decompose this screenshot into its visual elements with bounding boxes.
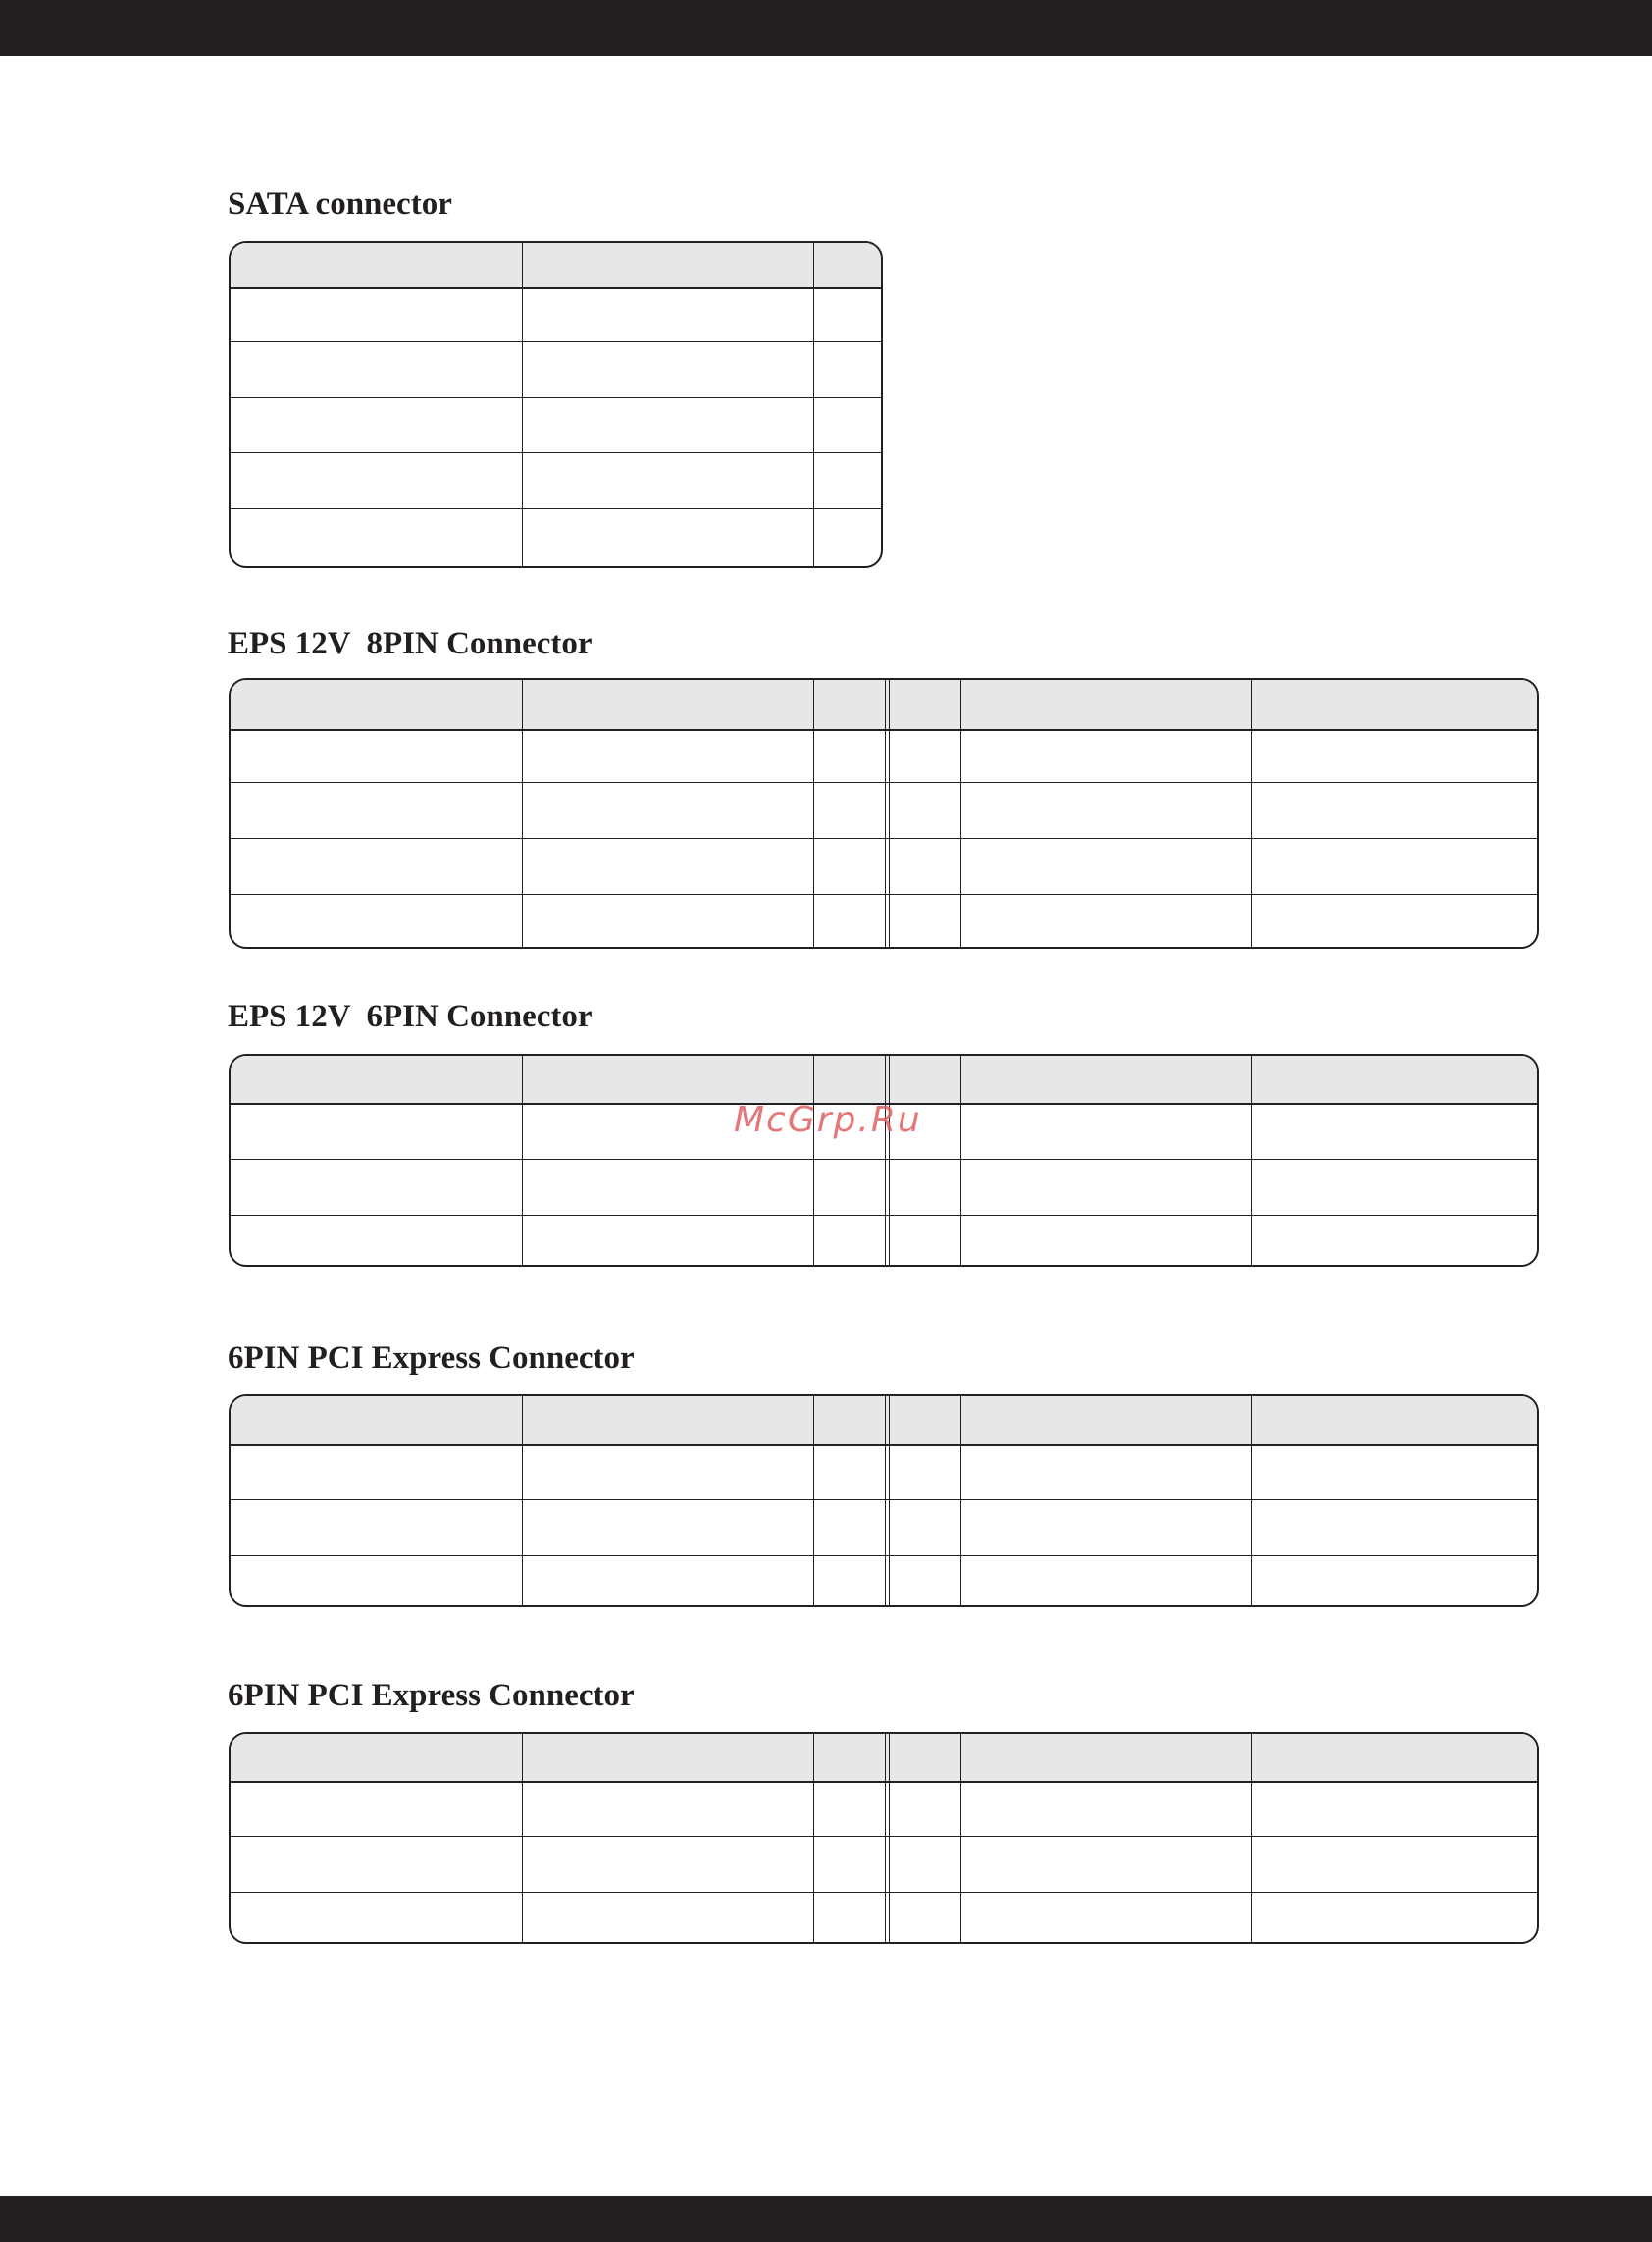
column-double-divider [885,1734,890,1942]
column-divider [522,1056,523,1265]
section-title-sata: SATA connector [228,186,452,222]
watermark-text: McGrp.Ru [734,1100,922,1140]
column-divider [960,1056,961,1265]
table-header-row [231,1396,1537,1446]
column-divider [1251,1734,1252,1942]
table-header-row [231,1056,1537,1105]
column-divider [813,1396,814,1605]
row-divider [231,1215,1537,1216]
eps-6pin-table [229,1054,1539,1267]
table-header-row [231,243,881,289]
section-title-pcie-6pin-1: 6PIN PCI Express Connector [228,1340,635,1376]
column-divider [960,1396,961,1605]
row-divider [231,838,1537,839]
column-divider [1251,1396,1252,1605]
section-title-pcie-6pin-2: 6PIN PCI Express Connector [228,1678,635,1713]
row-divider [231,782,1537,783]
top-band [0,0,1652,56]
row-divider [231,397,881,398]
pcie-6pin-table-1 [229,1394,1539,1607]
column-divider [813,1056,814,1265]
column-divider [522,680,523,947]
row-divider [231,894,1537,895]
column-double-divider [885,1056,890,1265]
bottom-band [0,2196,1652,2242]
column-divider [522,1734,523,1942]
column-divider [522,243,523,566]
row-divider [231,341,881,342]
row-divider [231,1159,1537,1160]
column-divider [813,1734,814,1942]
row-divider [231,1836,1537,1837]
section-title-eps-6pin: EPS 12V 6PIN Connector [228,999,593,1034]
column-divider [813,243,814,566]
row-divider [231,1892,1537,1893]
column-divider [522,1396,523,1605]
row-divider [231,508,881,509]
sata-pin-table [229,241,883,568]
row-divider [231,452,881,453]
column-double-divider [885,680,890,947]
column-divider [1251,1056,1252,1265]
column-divider [960,680,961,947]
section-title-eps-8pin: EPS 12V 8PIN Connector [228,626,593,661]
table-header-row [231,680,1537,731]
pcie-6pin-table-2 [229,1732,1539,1944]
column-double-divider [885,1396,890,1605]
column-divider [813,680,814,947]
table-header-row [231,1734,1537,1783]
row-divider [231,1555,1537,1556]
column-divider [960,1734,961,1942]
eps-8pin-table [229,678,1539,949]
column-divider [1251,680,1252,947]
row-divider [231,1499,1537,1500]
